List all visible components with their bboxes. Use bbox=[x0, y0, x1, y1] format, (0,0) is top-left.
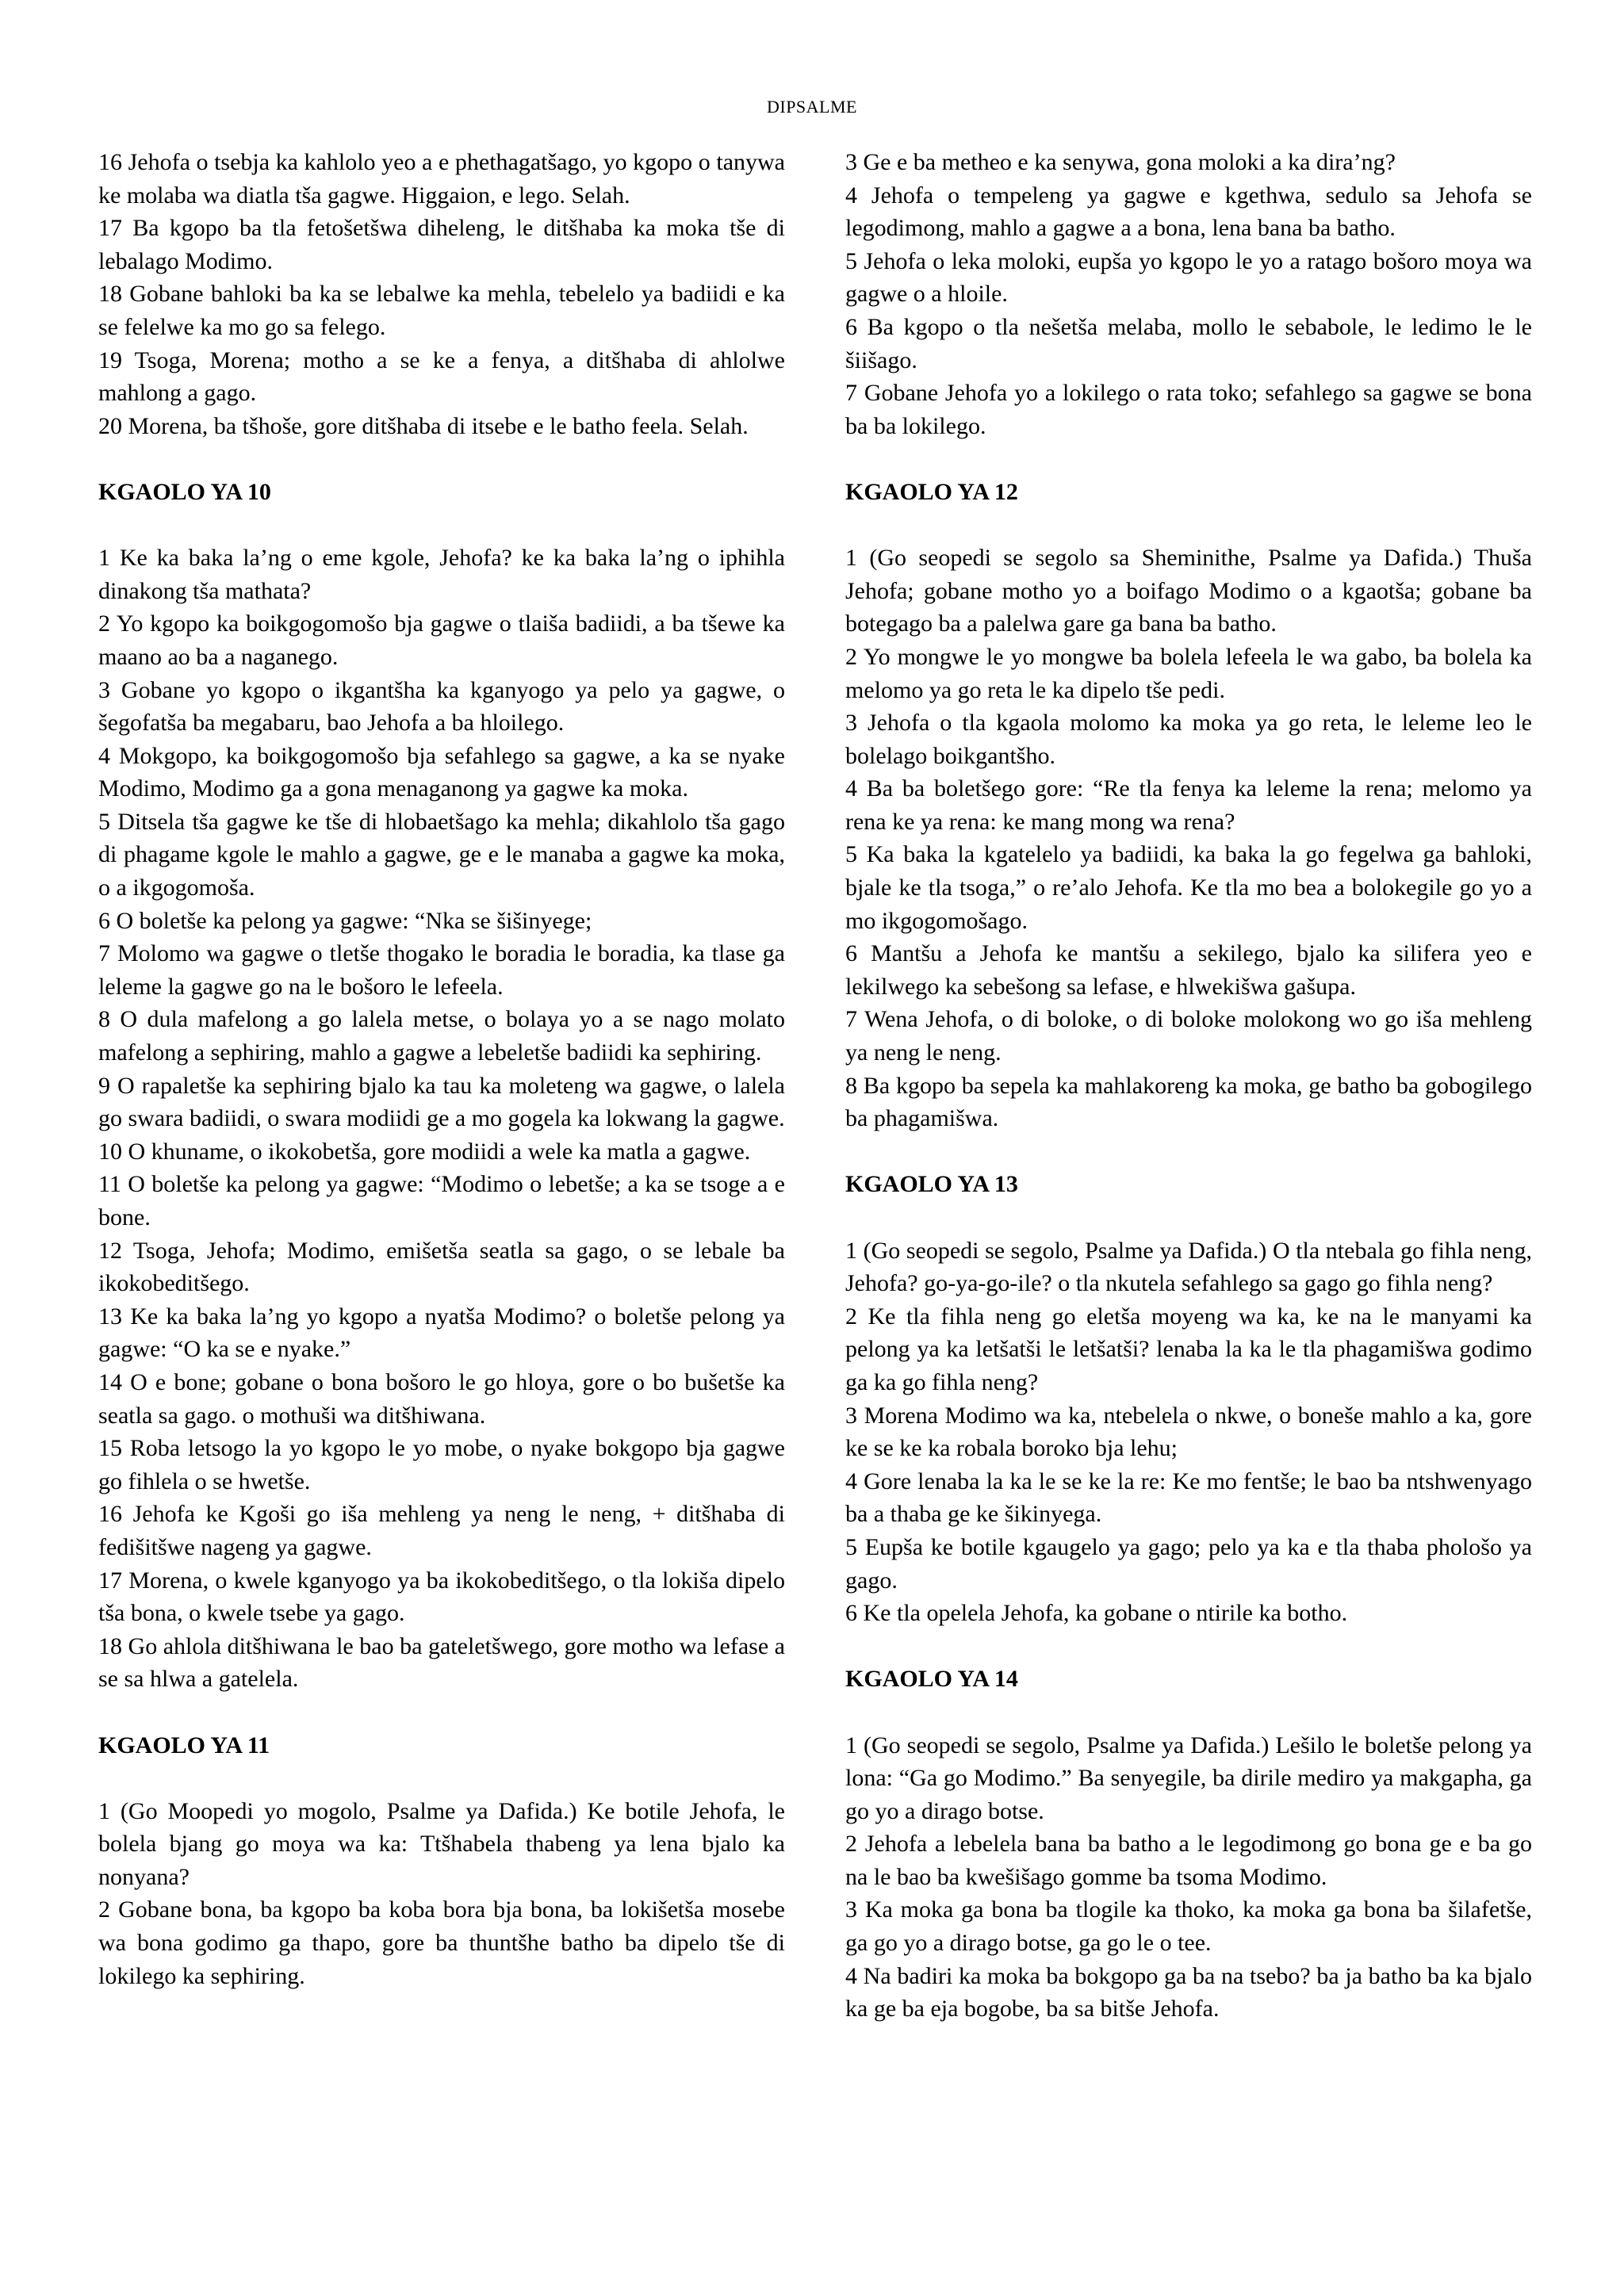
verse-paragraph: 6 Ba kgopo o tla nešetša melaba, mollo le sebabole, le ledimo le le šiišago. bbox=[845, 313, 1532, 373]
verse-paragraph: 20 Morena, ba tšhoše, gore ditšhaba di itsebe e le batho feela. Selah. bbox=[98, 412, 749, 439]
verse-paragraph: 6 Mantšu a Jehofa ke mantšu a sekilego, bjalo ka silifera yeo e lekilwego ka sebešong sa lefase, e hlwekišwa gašupa. bbox=[845, 940, 1532, 1000]
verse-paragraph: 1 (Go seopedi se segolo, Psalme ya Dafida.) O tla ntebala go fihla neng, Jehofa? go-ya-go-ile? o tla nkutela sefahlego sa gago go fihla neng? bbox=[845, 1237, 1532, 1297]
section-spacer bbox=[98, 509, 785, 542]
verse-paragraph: 17 Ba kgopo ba tla fetošetšwa diheleng, le ditšhaba ka moka tše di lebalago Modimo. bbox=[98, 215, 785, 274]
section-spacer bbox=[845, 1201, 1532, 1234]
verse-paragraph: 3 Gobane yo kgopo o ikgantšha ka kganyogo ya pelo ya gagwe, o šegofatša ba megabaru, bao Jehofa a ba hloilego. bbox=[98, 676, 785, 737]
chapter-heading: KGAOLO YA 10 bbox=[98, 478, 271, 505]
verse-paragraph: 4 Jehofa o tempeleng ya gagwe e kgethwa, sedulo sa Jehofa se legodimong, mahlo a gagwe a a bona, lena bana ba batho. bbox=[845, 182, 1532, 242]
verse-paragraph: 1 (Go seopedi se segolo sa Sheminithe, Psalme ya Dafida.) Thuša Jehofa; gobane motho yo a boifago Modimo o a kgaotša; gobane ba botegago ba a palelwa gare ga bana ba batho. bbox=[845, 545, 1532, 637]
verse-paragraph: 8 Ba kgopo ba sepela ka mahlakoreng ka moka, ge batho ba gobogilego ba phagamišwa. bbox=[845, 1072, 1532, 1132]
verse-paragraph: 8 O dula mafelong a go lalela metse, o bolaya yo a se nago molato mafelong a sephiring, mahlo a gagwe a lebeletše badiidi ka sephiring. bbox=[98, 1006, 785, 1066]
verse-paragraph: 7 Wena Jehofa, o di boloke, o di boloke molokong wo go iša mehleng ya neng le neng. bbox=[845, 1006, 1532, 1066]
section-spacer bbox=[98, 1762, 785, 1795]
verse-paragraph: 1 (Go seopedi se segolo, Psalme ya Dafida.) Lešilo le boletše pelong ya lona: “Ga go Modimo.” Ba senyegile, ba dirile mediro ya makgapha, ga go yo a dirago botse. bbox=[845, 1732, 1532, 1824]
verse-paragraph: 5 Jehofa o leka moloki, eupša yo kgopo le yo a ratago bošoro moya wa gagwe o a hloile. bbox=[845, 247, 1532, 308]
verse-paragraph: 5 Eupša ke botile kgaugelo ya gago; pelo ya ka e tla thaba phološo ya gago. bbox=[845, 1533, 1532, 1594]
verse-paragraph: 16 Jehofa ke Kgoši go iša mehleng ya neng le neng, + ditšhaba di fedišitšwe nageng ya gagwe. bbox=[98, 1501, 785, 1560]
verse-paragraph: 12 Tsoga, Jehofa; Modimo, emišetša seatla sa gago, o se lebale ba ikokobeditšego. bbox=[98, 1237, 785, 1297]
left-column bbox=[98, 146, 785, 1992]
verse-paragraph: 7 Gobane Jehofa yo a lokilego o rata toko; sefahlego sa gagwe se bona ba ba lokilego. bbox=[845, 380, 1532, 439]
verse-paragraph: 4 Na badiri ka moka ba bokgopo ga ba na tsebo? ba ja batho ba ka bjalo ka ge ba eja bogobe, ba sa bitše Jehofa. bbox=[845, 1962, 1532, 2022]
verse-paragraph: 3 Jehofa o tla kgaola molomo ka moka ya go reta, le leleme leo le bolelago boikgantšho. bbox=[845, 710, 1532, 769]
verse-paragraph: 4 Mokgopo, ka boikgogomošo bja sefahlego sa gagwe, a ka se nyake Modimo, Modimo ga a gona menaganong ya gagwe ka moka. bbox=[98, 742, 785, 802]
section-spacer bbox=[98, 442, 785, 476]
verse-paragraph: 1 Ke ka baka la’ng o eme kgole, Jehofa? ke ka baka la’ng o iphihla dinakong tša mathata? bbox=[98, 545, 785, 604]
verse-paragraph: 4 Ba ba boletšego gore: “Re tla fenya ka leleme la rena; melomo ya rena ke ya rena: ke mang mong wa rena? bbox=[845, 775, 1532, 835]
section-spacer bbox=[845, 1135, 1532, 1169]
verse-paragraph: 13 Ke ka baka la’ng yo kgopo a nyatša Modimo? o boletše pelong ya gagwe: “O ka se e nyake.” bbox=[98, 1303, 785, 1363]
chapter-heading: KGAOLO YA 12 bbox=[845, 478, 1018, 505]
verse-paragraph: 2 Ke tla fihla neng go eletša moyeng wa ka, ke na le manyami ka pelong ya ka letšatši le letšatši? lenaba la ka le tla phagamišwa godimo ga ka go fihla neng? bbox=[845, 1303, 1532, 1395]
chapter-heading: KGAOLO YA 11 bbox=[98, 1732, 270, 1758]
verse-paragraph: 1 (Go Moopedi yo mogolo, Psalme ya Dafida.) Ke botile Jehofa, le bolela bjang go moya wa ka: Ttšhabela thabeng ya lena bjalo ka nonyana? bbox=[98, 1797, 785, 1890]
verse-paragraph: 16 Jehofa o tsebja ka kahlolo yeo a e phethagatšago, yo kgopo o tanywa ke molaba wa diatla tša gagwe. Higgaion, e lego. Selah. bbox=[98, 149, 785, 209]
verse-paragraph: 15 Roba letsogo la yo kgopo le yo mobe, o nyake bokgopo bja gagwe go fihlela o se hwetše. bbox=[98, 1435, 785, 1494]
verse-paragraph: 6 O boletše ka pelong ya gagwe: “Nka se šišinyege; bbox=[98, 907, 592, 934]
section-spacer bbox=[845, 1630, 1532, 1663]
verse-paragraph: 2 Jehofa a lebelela bana ba batho a le legodimong go bona ge e ba go na le bao ba kwešišago gomme ba tsoma Modimo. bbox=[845, 1831, 1532, 1890]
verse-paragraph: 2 Yo mongwe le yo mongwe ba bolela lefeela le wa gabo, ba bolela ka melomo ya go reta le ka dipelo tše pedi. bbox=[845, 643, 1532, 703]
verse-paragraph: 18 Go ahlola ditšhiwana le bao ba gateletšwego, gore motho wa lefase a se sa hlwa a gatelela. bbox=[98, 1632, 785, 1693]
verse-paragraph: 3 Morena Modimo wa ka, ntebelela o nkwe, o boneše mahlo a ka, gore ke se ke ka robala boroko bja lehu; bbox=[845, 1402, 1532, 1462]
verse-paragraph: 4 Gore lenaba la ka le se ke la re: Ke mo fentše; le bao ba ntshwenyago ba a thaba ge ke šikinyega. bbox=[845, 1468, 1532, 1528]
section-spacer bbox=[98, 1696, 785, 1729]
verse-paragraph: 10 O khuname, o ikokobetša, gore modiidi a wele ka matla a gagwe. bbox=[98, 1138, 751, 1165]
chapter-heading: KGAOLO YA 14 bbox=[845, 1666, 1018, 1693]
section-spacer bbox=[845, 509, 1532, 542]
verse-paragraph: 19 Tsoga, Morena; motho a se ke a fenya, a ditšhaba di ahlolwe mahlong a gago. bbox=[98, 346, 785, 407]
verse-paragraph: 17 Morena, o kwele kganyogo ya ba ikokobeditšego, o tla lokiša dipelo tša bona, o kwele tsebe ya gago. bbox=[98, 1567, 785, 1627]
verse-paragraph: 5 Ditsela tša gagwe ke tše di hlobaetšago ka mehla; dikahlolo tša gago di phagame kgole le mahlo a gagwe, ge e le manaba a gagwe ka moka, o a ikgogomoša. bbox=[98, 808, 785, 901]
running-header: DIPSALME bbox=[766, 97, 857, 117]
verse-paragraph: 14 O e bone; gobane o bona bošoro le go hloya, gore o bo bušetše ka seatla sa gago. o mothuši wa ditšhiwana. bbox=[98, 1368, 785, 1429]
verse-paragraph: 3 Ka moka ga bona ba tlogile ka thoko, ka moka ga bona ba šilafetše, ga go yo a dirago botse, ga go le o tee. bbox=[845, 1896, 1532, 1957]
verse-paragraph: 7 Molomo wa gagwe o tletše thogako le boradia le boradia, ka tlase ga leleme la gagwe go na le bošoro le lefeela. bbox=[98, 940, 785, 1000]
verse-paragraph: 5 Ka baka la kgatelelo ya badiidi, ka baka la go fegelwa ga bahloki, bjale ke tla tsoga,” o re’alo Jehofa. Ke tla mo bea a bolokegile go yo a mo ikgogomošago. bbox=[845, 841, 1532, 934]
section-spacer bbox=[845, 442, 1532, 476]
verse-paragraph: 3 Ge e ba metheo e ka senywa, gona moloki a ka dira’ng? bbox=[845, 149, 1396, 175]
right-column bbox=[845, 146, 1532, 2026]
section-spacer bbox=[845, 1696, 1532, 1729]
verse-paragraph: 2 Yo kgopo ka boikgogomošo bja gagwe o tlaiša badiidi, a ba tšewe ka maano ao ba a naganego. bbox=[98, 610, 785, 670]
verse-paragraph: 6 Ke tla opelela Jehofa, ka gobane o ntirile ka botho. bbox=[845, 1600, 1348, 1627]
chapter-heading: KGAOLO YA 13 bbox=[845, 1171, 1018, 1198]
verse-paragraph: 2 Gobane bona, ba kgopo ba koba bora bja bona, ba lokišetša mosebe wa bona godimo ga thapo, gore ba thuntšhe batho ba dipelo tše di lokilego ka sephiring. bbox=[98, 1896, 785, 1989]
verse-paragraph: 18 Gobane bahloki ba ka se lebalwe ka mehla, tebelelo ya badiidi e ka se felelwe ka mo go sa felego. bbox=[98, 281, 785, 340]
verse-paragraph: 11 O boletše ka pelong ya gagwe: “Modimo o lebetše; a ka se tsoge a e bone. bbox=[98, 1171, 785, 1230]
verse-paragraph: 9 O rapaletše ka sephiring bjalo ka tau ka moleteng wa gagwe, o lalela go swara badiidi, o swara modiidi ge a mo gogela ka lokwang la gagwe. bbox=[98, 1072, 785, 1132]
